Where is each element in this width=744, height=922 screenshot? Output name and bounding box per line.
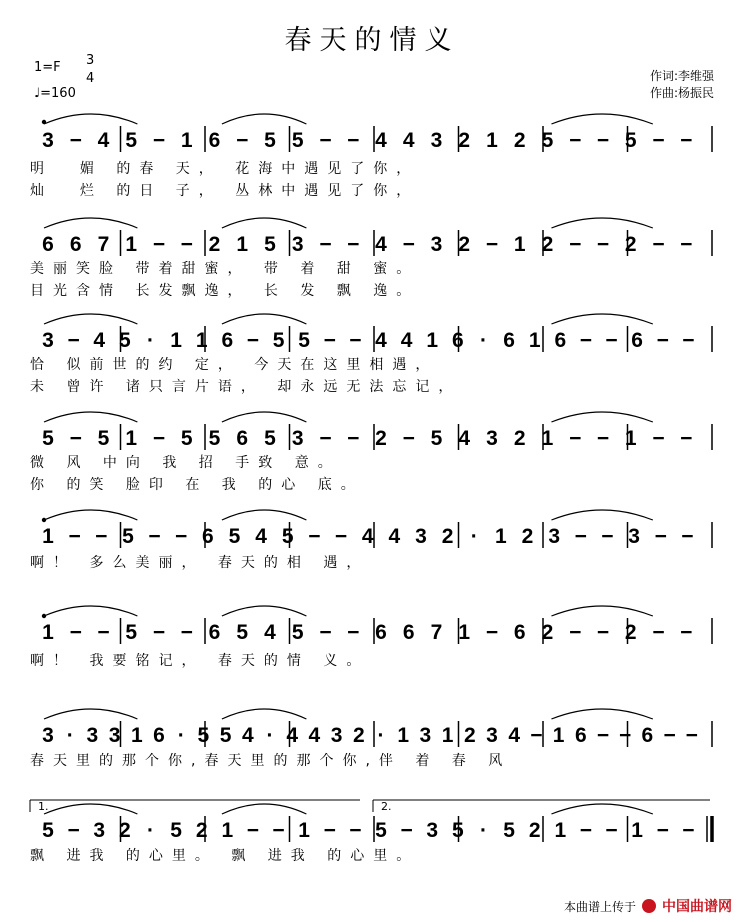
note-6-17: − bbox=[485, 621, 499, 644]
note-5-6: − bbox=[175, 525, 188, 548]
note-2-21: − bbox=[596, 233, 610, 256]
note-4-23: − bbox=[652, 427, 665, 450]
note-8-18: · bbox=[479, 819, 487, 842]
note-6-15: 7 bbox=[430, 621, 443, 644]
note-5-21: − bbox=[574, 525, 587, 548]
note-7-6: 6 bbox=[153, 724, 165, 747]
note-5-22: − bbox=[601, 525, 614, 548]
note-8-8: 1 bbox=[221, 819, 234, 842]
note-1-22: 5 bbox=[624, 129, 637, 152]
note-7-27: − bbox=[619, 724, 632, 747]
note-7-13: 4 bbox=[308, 724, 321, 747]
note-2-8: 1 bbox=[236, 233, 249, 256]
note-8-12: − bbox=[323, 819, 336, 842]
note-4-11: − bbox=[319, 427, 332, 450]
lyric-line-4-1: 微 风 中向 我 招 手致 意。 bbox=[30, 455, 341, 471]
note-3-7: 1 bbox=[195, 329, 208, 352]
note-4-12: − bbox=[347, 427, 360, 450]
note-5-16: 2 bbox=[441, 525, 454, 548]
note-5-25: − bbox=[681, 525, 694, 548]
note-5-17: · bbox=[470, 525, 478, 548]
note-6-2: − bbox=[69, 621, 82, 644]
note-6-23: − bbox=[652, 621, 665, 644]
note-1-24: − bbox=[680, 129, 693, 152]
note-6-3: − bbox=[97, 621, 110, 644]
note-8-6: 5 bbox=[170, 819, 182, 842]
note-8-3: 3 bbox=[93, 819, 106, 842]
note-3-20: 1 bbox=[528, 329, 541, 352]
note-2-5: − bbox=[152, 233, 166, 256]
note-8-19: 5 bbox=[503, 819, 515, 842]
note-7-9: 5 bbox=[219, 724, 232, 747]
lyricist-credit: 作词:李维强 bbox=[649, 69, 714, 83]
note-2-22: 2 bbox=[624, 233, 637, 256]
note-8-4: 2 bbox=[119, 819, 131, 842]
note-1-5: − bbox=[152, 129, 166, 152]
note-8-26: − bbox=[682, 819, 695, 842]
note-1-21: − bbox=[596, 129, 610, 152]
note-6-18: 6 bbox=[513, 621, 526, 644]
note-6-1: 1 bbox=[42, 621, 54, 644]
note-1-12: − bbox=[347, 129, 360, 152]
note-1-13: 4 bbox=[375, 129, 387, 152]
note-6-22: 2 bbox=[624, 621, 637, 644]
note-8-23: − bbox=[605, 819, 618, 842]
lyric-line-1-1: 明 媚 的春 天， 花海中遇见了你， bbox=[30, 161, 420, 177]
note-5-14: 4 bbox=[388, 525, 401, 548]
note-5-7: 6 bbox=[201, 525, 214, 548]
note-4-14: − bbox=[402, 427, 415, 450]
lyric-line-6-1: 啊！ 我要铭记， 春天的情 义。 bbox=[30, 653, 370, 669]
note-2-10: 3 bbox=[291, 233, 304, 256]
note-5-2: − bbox=[68, 525, 81, 548]
note-8-22: − bbox=[579, 819, 593, 842]
site-logo-icon bbox=[642, 899, 656, 913]
note-4-9: 5 bbox=[264, 427, 276, 450]
note-1-23: − bbox=[652, 129, 665, 152]
note-4-22: 1 bbox=[624, 427, 637, 450]
note-2-4: 1 bbox=[125, 233, 138, 256]
note-3-19: 6 bbox=[503, 329, 515, 352]
note-7-1: 3 bbox=[42, 724, 54, 747]
footer-brand: 中国曲谱网 bbox=[662, 899, 732, 915]
footer-watermark bbox=[564, 896, 732, 916]
note-8-9: − bbox=[246, 819, 260, 842]
volta-first-ending: 1. bbox=[38, 800, 49, 813]
note-5-20: 3 bbox=[548, 525, 560, 548]
note-7-2: · bbox=[66, 724, 74, 747]
lyric-line-2-2: 目光含情 长发飘逸， 长 发 飘 逸。 bbox=[30, 283, 420, 299]
note-7-11: · bbox=[266, 724, 274, 747]
note-6-10: 5 bbox=[291, 621, 304, 644]
time-signature-top: 3 bbox=[86, 53, 95, 68]
note-3-1: 3 bbox=[42, 329, 54, 352]
note-1-1: 3 bbox=[42, 129, 54, 152]
key-signature: 1=F bbox=[34, 60, 61, 75]
composer-credit: 作曲:杨振民 bbox=[649, 86, 714, 100]
lyric-line-3-1: 恰 似前世的约 定， 今天在这里相遇， bbox=[30, 357, 439, 373]
note-3-21: 6 bbox=[554, 329, 567, 352]
note-8-2: − bbox=[67, 819, 80, 842]
note-6-20: − bbox=[569, 621, 582, 644]
note-7-29: − bbox=[663, 724, 676, 747]
lyric-line-5-1: 啊！ 多么美丽， 春天的相 遇， bbox=[30, 555, 370, 571]
note-1-7: 6 bbox=[208, 129, 221, 152]
note-8-14: 5 bbox=[375, 819, 387, 842]
note-8-7: 2 bbox=[195, 819, 208, 842]
note-7-24: 1 bbox=[552, 724, 565, 747]
note-2-12: − bbox=[347, 233, 360, 256]
note-1-8: − bbox=[236, 129, 249, 152]
note-5-24: − bbox=[654, 525, 667, 548]
note-6-5: − bbox=[152, 621, 166, 644]
note-7-19: 1 bbox=[441, 724, 454, 747]
note-2-17: − bbox=[485, 233, 499, 256]
note-7-7: · bbox=[177, 724, 185, 747]
note-1-14: 4 bbox=[402, 129, 415, 152]
lyric-line-2-1: 美丽笑脸 带着甜蜜， 带 着 甜 蜜。 bbox=[30, 261, 420, 277]
lyric-line-8-1: 飘 进我 的心里。 飘 进我 的心里。 bbox=[30, 848, 420, 864]
note-8-21: 1 bbox=[554, 819, 567, 842]
note-8-16: 3 bbox=[426, 819, 439, 842]
volta-second-ending: 2. bbox=[381, 800, 392, 813]
note-3-25: − bbox=[656, 329, 669, 352]
note-5-23: 3 bbox=[628, 525, 640, 548]
note-1-19: 5 bbox=[541, 129, 554, 152]
note-2-23: − bbox=[652, 233, 665, 256]
note-4-6: 5 bbox=[180, 427, 193, 450]
note-8-11: 1 bbox=[298, 819, 310, 842]
note-2-19: 2 bbox=[541, 233, 554, 256]
note-8-10: − bbox=[272, 819, 285, 842]
note-7-3: 3 bbox=[86, 724, 99, 747]
note-4-5: − bbox=[152, 427, 166, 450]
note-2-18: 1 bbox=[513, 233, 526, 256]
note-4-15: 5 bbox=[430, 427, 443, 450]
note-5-5: − bbox=[148, 525, 161, 548]
note-5-13: 4 bbox=[361, 525, 374, 548]
note-3-9: − bbox=[246, 329, 260, 352]
note-5-4: 5 bbox=[122, 525, 134, 548]
note-8-25: − bbox=[656, 819, 669, 842]
note-1-9: 5 bbox=[264, 129, 276, 152]
note-3-4: 5 bbox=[119, 329, 131, 352]
note-7-26: − bbox=[596, 724, 610, 747]
note-1-3: 4 bbox=[97, 129, 110, 152]
note-4-24: − bbox=[680, 427, 693, 450]
note-6-24: − bbox=[680, 621, 693, 644]
note-3-26: − bbox=[682, 329, 695, 352]
note-3-17: 6 bbox=[452, 329, 464, 352]
song-title: 春天的情义 bbox=[284, 25, 460, 56]
note-2-20: − bbox=[569, 233, 582, 256]
note-2-6: − bbox=[180, 233, 193, 256]
note-2-2: 6 bbox=[69, 233, 82, 256]
note-5-8: 5 bbox=[228, 525, 241, 548]
note-3-2: − bbox=[67, 329, 80, 352]
note-8-20: 2 bbox=[528, 819, 541, 842]
note-2-15: 3 bbox=[430, 233, 443, 256]
note-7-10: 4 bbox=[241, 724, 254, 747]
note-4-19: 1 bbox=[541, 427, 554, 450]
note-7-4: 3 bbox=[108, 724, 121, 747]
note-3-14: 4 bbox=[375, 329, 387, 352]
quarter-note-icon: ♩ bbox=[34, 86, 41, 101]
note-3-22: − bbox=[579, 329, 593, 352]
note-6-8: 5 bbox=[236, 621, 249, 644]
note-6-14: 6 bbox=[402, 621, 415, 644]
note-7-16: · bbox=[377, 724, 385, 747]
note-2-1: 6 bbox=[42, 233, 54, 256]
note-3-3: 4 bbox=[93, 329, 106, 352]
lyric-line-7-1: 春天里的那个你,春天里的那个你,伴 着 春 风 bbox=[30, 753, 512, 769]
footer-text: 本曲谱上传于 bbox=[563, 899, 636, 914]
note-1-17: 1 bbox=[486, 129, 498, 152]
note-7-15: 2 bbox=[352, 724, 365, 747]
note-3-23: − bbox=[605, 329, 618, 352]
note-6-19: 2 bbox=[541, 621, 554, 644]
note-5-10: 5 bbox=[281, 525, 294, 548]
note-3-12: − bbox=[323, 329, 336, 352]
note-5-18: 1 bbox=[495, 525, 507, 548]
note-7-28: 6 bbox=[641, 724, 654, 747]
note-1-4: 5 bbox=[125, 129, 138, 152]
note-4-17: 3 bbox=[486, 427, 498, 450]
note-7-17: 1 bbox=[397, 724, 410, 747]
note-6-16: 1 bbox=[458, 621, 471, 644]
note-7-22: 4 bbox=[508, 724, 521, 747]
note-1-6: 1 bbox=[180, 129, 193, 152]
note-6-7: 6 bbox=[208, 621, 221, 644]
note-3-18: · bbox=[479, 329, 487, 352]
note-2-7: 2 bbox=[208, 233, 221, 256]
time-signature-bottom: 4 bbox=[86, 71, 95, 86]
lyric-line-3-2: 未 曾许 诸只言片语， 却永远无法忘记， bbox=[30, 379, 462, 395]
note-5-9: 4 bbox=[255, 525, 267, 548]
note-4-10: 3 bbox=[291, 427, 304, 450]
note-8-17: 5 bbox=[452, 819, 464, 842]
note-3-16: 1 bbox=[426, 329, 439, 352]
note-6-12: − bbox=[347, 621, 360, 644]
note-8-1: 5 bbox=[42, 819, 54, 842]
note-4-2: − bbox=[69, 427, 82, 450]
note-5-11: − bbox=[308, 525, 321, 548]
note-2-11: − bbox=[319, 233, 332, 256]
note-6-11: − bbox=[319, 621, 332, 644]
note-4-16: 4 bbox=[458, 427, 471, 450]
lyric-line-4-2: 你 的笑 脸印 在 我 的心 底。 bbox=[30, 477, 364, 493]
note-6-13: 6 bbox=[375, 621, 387, 644]
note-1-15: 3 bbox=[430, 129, 443, 152]
note-7-21: 3 bbox=[486, 724, 498, 747]
note-4-7: 5 bbox=[208, 427, 221, 450]
note-4-13: 2 bbox=[375, 427, 387, 450]
note-7-8: 5 bbox=[197, 724, 210, 747]
note-2-14: − bbox=[402, 233, 415, 256]
note-3-24: 6 bbox=[631, 329, 643, 352]
note-6-6: − bbox=[180, 621, 193, 644]
note-8-15: − bbox=[400, 819, 413, 842]
note-3-11: 5 bbox=[298, 329, 310, 352]
note-6-21: − bbox=[596, 621, 610, 644]
note-6-9: 4 bbox=[264, 621, 276, 644]
note-2-3: 7 bbox=[97, 233, 110, 256]
note-1-20: − bbox=[569, 129, 582, 152]
note-7-12: 4 bbox=[286, 724, 299, 747]
note-3-13: − bbox=[349, 329, 362, 352]
note-7-30: − bbox=[685, 724, 698, 747]
note-7-14: 3 bbox=[330, 724, 343, 747]
note-5-15: 3 bbox=[415, 525, 427, 548]
note-1-16: 2 bbox=[458, 129, 471, 152]
note-5-19: 2 bbox=[521, 525, 534, 548]
note-2-16: 2 bbox=[458, 233, 471, 256]
note-1-2: − bbox=[69, 129, 82, 152]
note-8-13: − bbox=[349, 819, 362, 842]
note-7-20: 2 bbox=[463, 724, 476, 747]
note-3-8: 6 bbox=[221, 329, 234, 352]
note-8-24: 1 bbox=[631, 819, 643, 842]
note-5-1: 1 bbox=[42, 525, 54, 548]
note-4-21: − bbox=[596, 427, 610, 450]
note-4-18: 2 bbox=[513, 427, 526, 450]
note-7-23: − bbox=[530, 724, 543, 747]
note-1-18: 2 bbox=[513, 129, 526, 152]
note-6-4: 5 bbox=[125, 621, 138, 644]
note-1-10: 5 bbox=[291, 129, 304, 152]
note-4-20: − bbox=[569, 427, 582, 450]
note-2-13: 4 bbox=[375, 233, 387, 256]
note-3-6: 1 bbox=[170, 329, 182, 352]
note-4-3: 5 bbox=[97, 427, 110, 450]
tempo-marking: ♩=160 bbox=[34, 86, 76, 101]
note-2-9: 5 bbox=[264, 233, 276, 256]
note-4-4: 1 bbox=[125, 427, 138, 450]
note-1-11: − bbox=[319, 129, 332, 152]
note-4-1: 5 bbox=[42, 427, 54, 450]
note-5-3: − bbox=[95, 525, 108, 548]
note-7-18: 3 bbox=[419, 724, 432, 747]
note-7-25: 6 bbox=[574, 724, 587, 747]
lyric-line-1-2: 灿 烂 的日 子， 丛林中遇见了你， bbox=[30, 183, 420, 199]
note-4-8: 6 bbox=[236, 427, 249, 450]
note-8-5: · bbox=[146, 819, 154, 842]
note-5-12: − bbox=[334, 525, 348, 548]
note-7-5: 1 bbox=[130, 724, 143, 747]
note-3-5: · bbox=[146, 329, 154, 352]
note-2-24: − bbox=[680, 233, 693, 256]
note-3-15: 4 bbox=[400, 329, 413, 352]
note-3-10: 5 bbox=[272, 329, 285, 352]
